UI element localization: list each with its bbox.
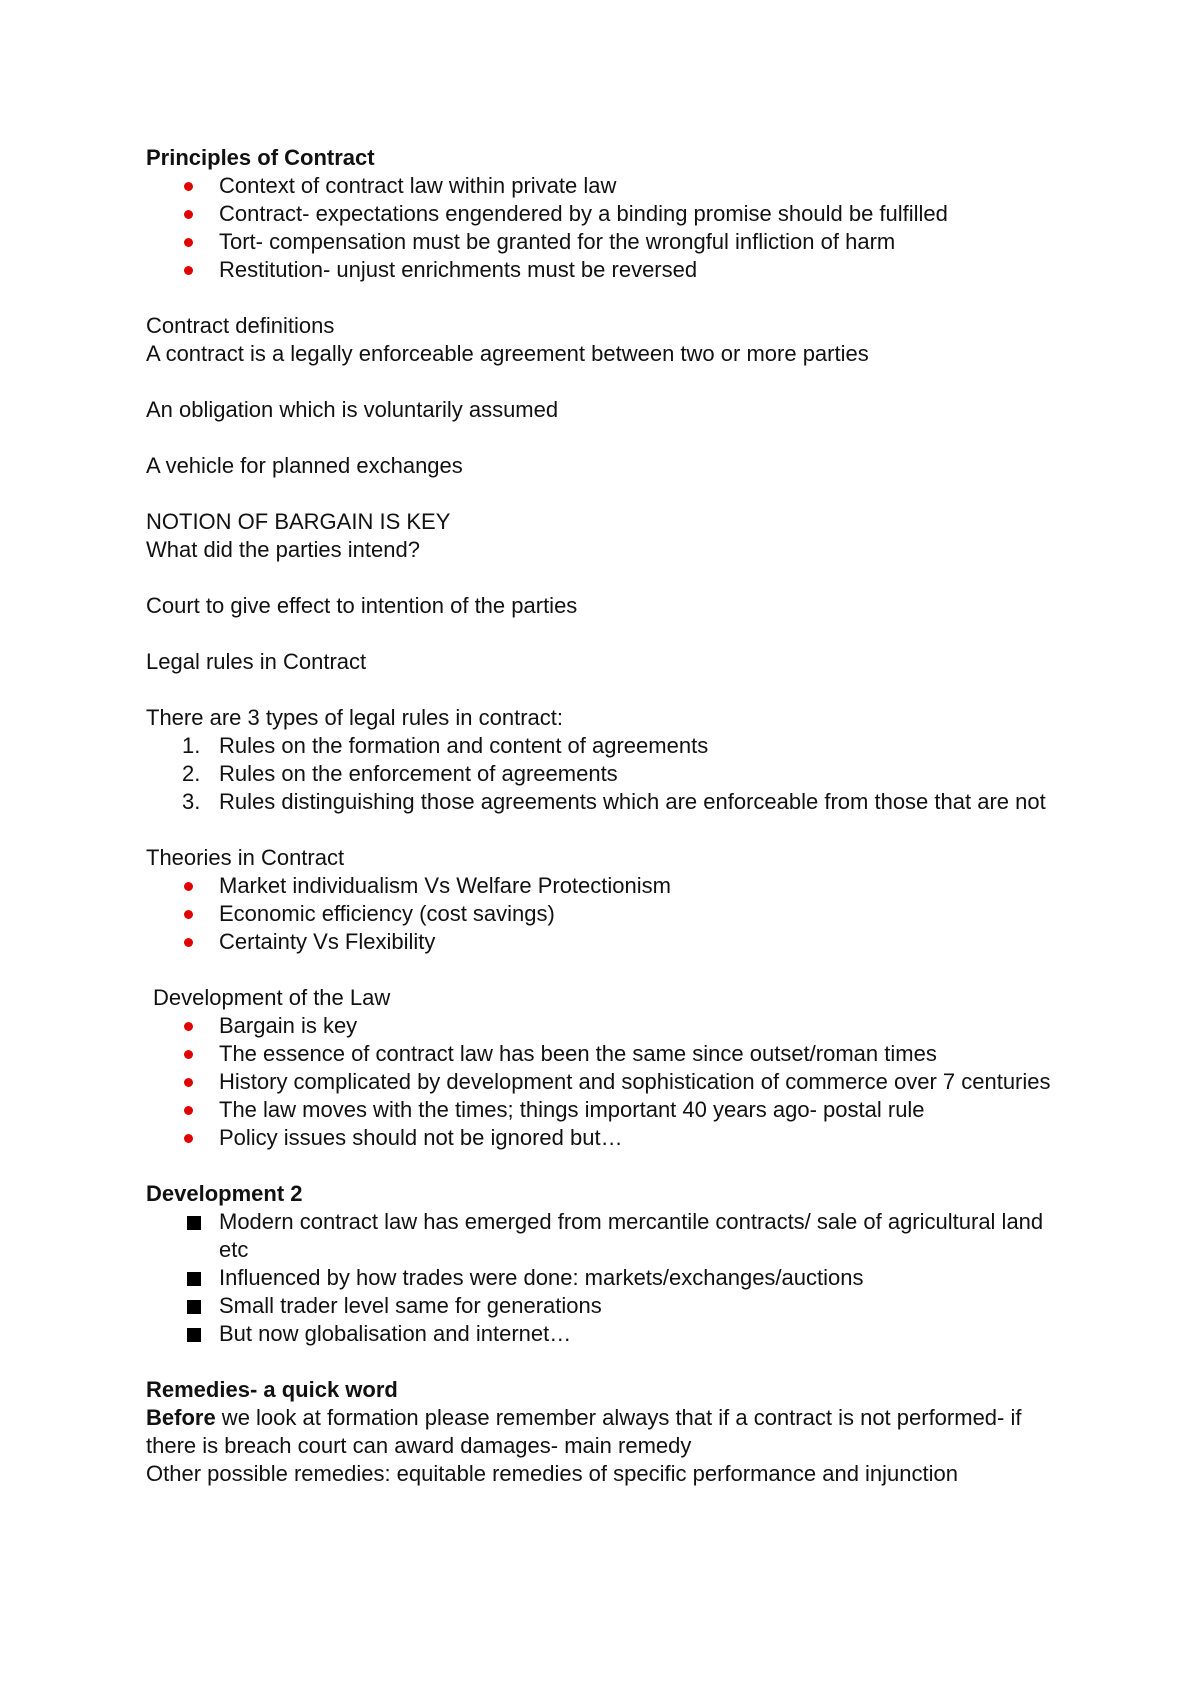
list-number: 2.	[182, 761, 201, 786]
development2-list	[146, 1208, 1076, 1348]
paragraph: An obligation which is voluntarily assumed	[146, 397, 559, 422]
heading-theories: Theories in Contract	[146, 845, 345, 870]
list-item: Market individualism Vs Welfare Protectionism	[146, 872, 1076, 900]
heading-development-2: Development 2	[146, 1181, 303, 1206]
bold-lead: Before	[146, 1405, 216, 1430]
spacer	[146, 564, 1076, 592]
heading-development: Development of the Law	[153, 985, 391, 1010]
list-item-text: Rules on the formation and content of agreements	[219, 733, 709, 758]
paragraph: NOTION OF BARGAIN IS KEY	[146, 509, 451, 534]
list-item	[146, 788, 1076, 816]
spacer	[146, 480, 1076, 508]
spacer	[146, 424, 1076, 452]
list-item	[146, 760, 1076, 788]
list-item	[146, 732, 1076, 760]
list-item: Tort- compensation must be granted for the wrongful infliction of harm	[146, 228, 1076, 256]
paragraph-text: we look at formation please remember always that if a contract is not performed- if there is breach court can award damages- main remedy	[146, 1405, 1022, 1458]
paragraph: There are 3 types of legal rules in contract:	[146, 705, 563, 730]
paragraph: A vehicle for planned exchanges	[146, 453, 463, 478]
paragraph	[146, 1404, 1076, 1460]
list-item: Contract- expectations engendered by a binding promise should be fulfilled	[146, 200, 1076, 228]
spacer	[146, 368, 1076, 396]
list-item: History complicated by development and sophistication of commerce over 7 centuries	[146, 1068, 1076, 1096]
paragraph: Other possible remedies: equitable remedies of specific performance and injunction	[146, 1461, 958, 1486]
list-item: Small trader level same for generations	[146, 1292, 1076, 1320]
list-item: Economic efficiency (cost savings)	[146, 900, 1076, 928]
spacer	[146, 1152, 1076, 1180]
list-item: Context of contract law within private law	[146, 172, 1076, 200]
paragraph: Court to give effect to intention of the parties	[146, 593, 578, 618]
list-item: Influenced by how trades were done: markets/exchanges/auctions	[146, 1264, 1076, 1292]
heading-definitions: Contract definitions	[146, 313, 335, 338]
heading-principles: Principles of Contract	[146, 145, 375, 170]
list-number: 1.	[182, 733, 201, 758]
spacer	[146, 620, 1076, 648]
list-item-text: Rules on the enforcement of agreements	[219, 761, 618, 786]
list-item: Restitution- unjust enrichments must be reversed	[146, 256, 1076, 284]
spacer	[146, 816, 1076, 844]
heading-legal-rules: Legal rules in Contract	[146, 649, 367, 674]
list-item-text: Rules distinguishing those agreements which are enforceable from those that are not	[219, 789, 1046, 814]
list-item: Certainty Vs Flexibility	[146, 928, 1076, 956]
legal-rules-list	[146, 732, 1076, 816]
document-page	[146, 144, 1076, 1488]
spacer	[146, 1348, 1076, 1376]
heading-remedies: Remedies- a quick word	[146, 1377, 398, 1402]
list-item: The essence of contract law has been the same since outset/roman times	[146, 1040, 1076, 1068]
list-item: The law moves with the times; things important 40 years ago- postal rule	[146, 1096, 1076, 1124]
list-item: Modern contract law has emerged from mercantile contracts/ sale of agricultural land etc	[146, 1208, 1076, 1264]
theories-list	[146, 872, 1076, 956]
spacer	[146, 676, 1076, 704]
list-item: Bargain is key	[146, 1012, 1076, 1040]
list-item: But now globalisation and internet…	[146, 1320, 1076, 1348]
spacer	[146, 284, 1076, 312]
paragraph: A contract is a legally enforceable agreement between two or more parties	[146, 341, 869, 366]
list-item: Policy issues should not be ignored but…	[146, 1124, 1076, 1152]
spacer	[146, 956, 1076, 984]
paragraph: What did the parties intend?	[146, 537, 420, 562]
principles-list	[146, 172, 1076, 284]
list-number: 3.	[182, 789, 201, 814]
development-list	[146, 1012, 1076, 1152]
